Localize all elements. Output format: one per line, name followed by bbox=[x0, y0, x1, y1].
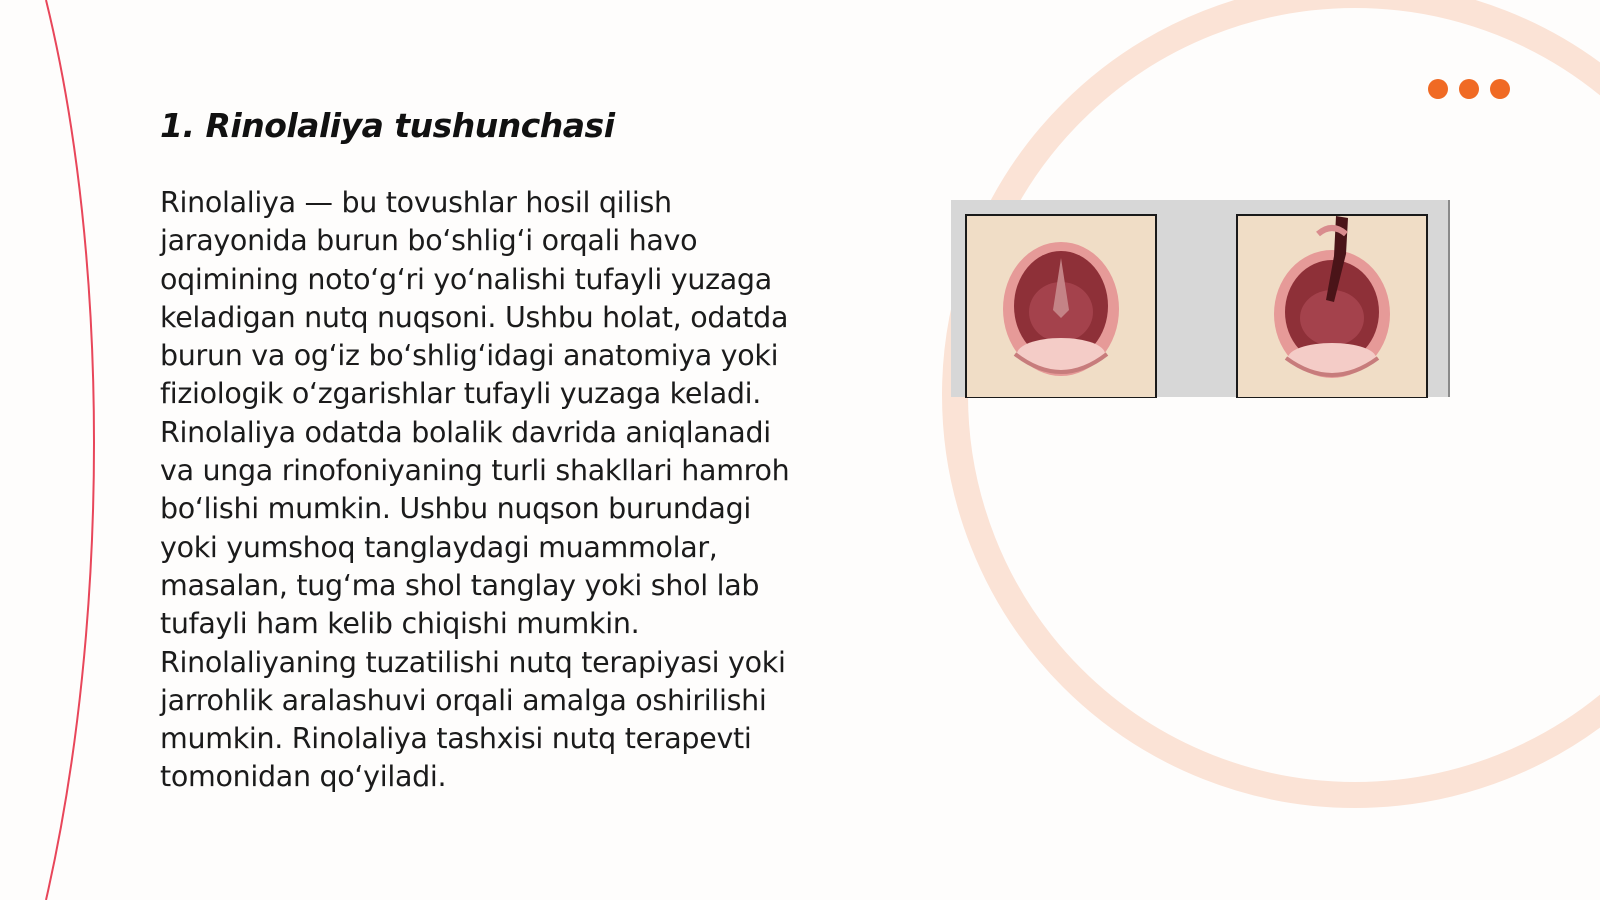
body-line: jarrohlik aralashuvi orqali amalga oshirilishi bbox=[160, 683, 767, 717]
body-line: Rinolaliyaning tuzatilishi nutq terapiyasi yoki bbox=[160, 645, 786, 679]
three-dots-icon bbox=[1428, 79, 1510, 99]
body-line: va unga rinofoniyaning turli shakllari hamroh bbox=[160, 454, 790, 488]
body-line: jarayonida burun bo‘shlig‘i orqali havo bbox=[160, 224, 698, 258]
body-line: Rinolaliya — bu tovushlar hosil qilish bbox=[160, 186, 672, 219]
body-line: yoki yumshoq tanglaydagi muammolar, bbox=[160, 530, 718, 564]
body-line: burun va og‘iz bo‘shlig‘idagi anatomiya yoki bbox=[160, 339, 779, 373]
open-mouth-normal-palate bbox=[965, 214, 1157, 398]
body-line: bo‘lishi mumkin. Ushbu nuqson burundagi bbox=[160, 492, 751, 526]
slide-title: 1. Rinolaliya tushunchasi bbox=[160, 106, 615, 145]
body-line: Rinolaliya odatda bolalik davrida aniqlanadi bbox=[160, 415, 771, 449]
body-paragraph bbox=[160, 184, 860, 797]
body-line: mumkin. Rinolaliya tashxisi nutq terapevti bbox=[160, 722, 752, 756]
body-line: keladigan nutq nuqsoni. Ushbu holat, odatda bbox=[160, 300, 789, 334]
palate-comparison-figure bbox=[951, 200, 1450, 397]
decorative-left-curve bbox=[46, 0, 94, 900]
body-line: tufayli ham kelib chiqishi mumkin. bbox=[160, 607, 640, 641]
body-line: masalan, tug‘ma shol tanglay yoki shol lab bbox=[160, 568, 760, 602]
open-mouth-cleft-palate bbox=[1236, 214, 1428, 398]
body-line: oqimining noto‘g‘ri yo‘nalishi tufayli yuzaga bbox=[160, 262, 772, 296]
dot bbox=[1490, 79, 1510, 99]
dot bbox=[1428, 79, 1448, 99]
body-line: fiziologik o‘zgarishlar tufayli yuzaga keladi. bbox=[160, 377, 762, 411]
dot bbox=[1459, 79, 1479, 99]
body-line: tomonidan qo‘yiladi. bbox=[160, 760, 447, 794]
